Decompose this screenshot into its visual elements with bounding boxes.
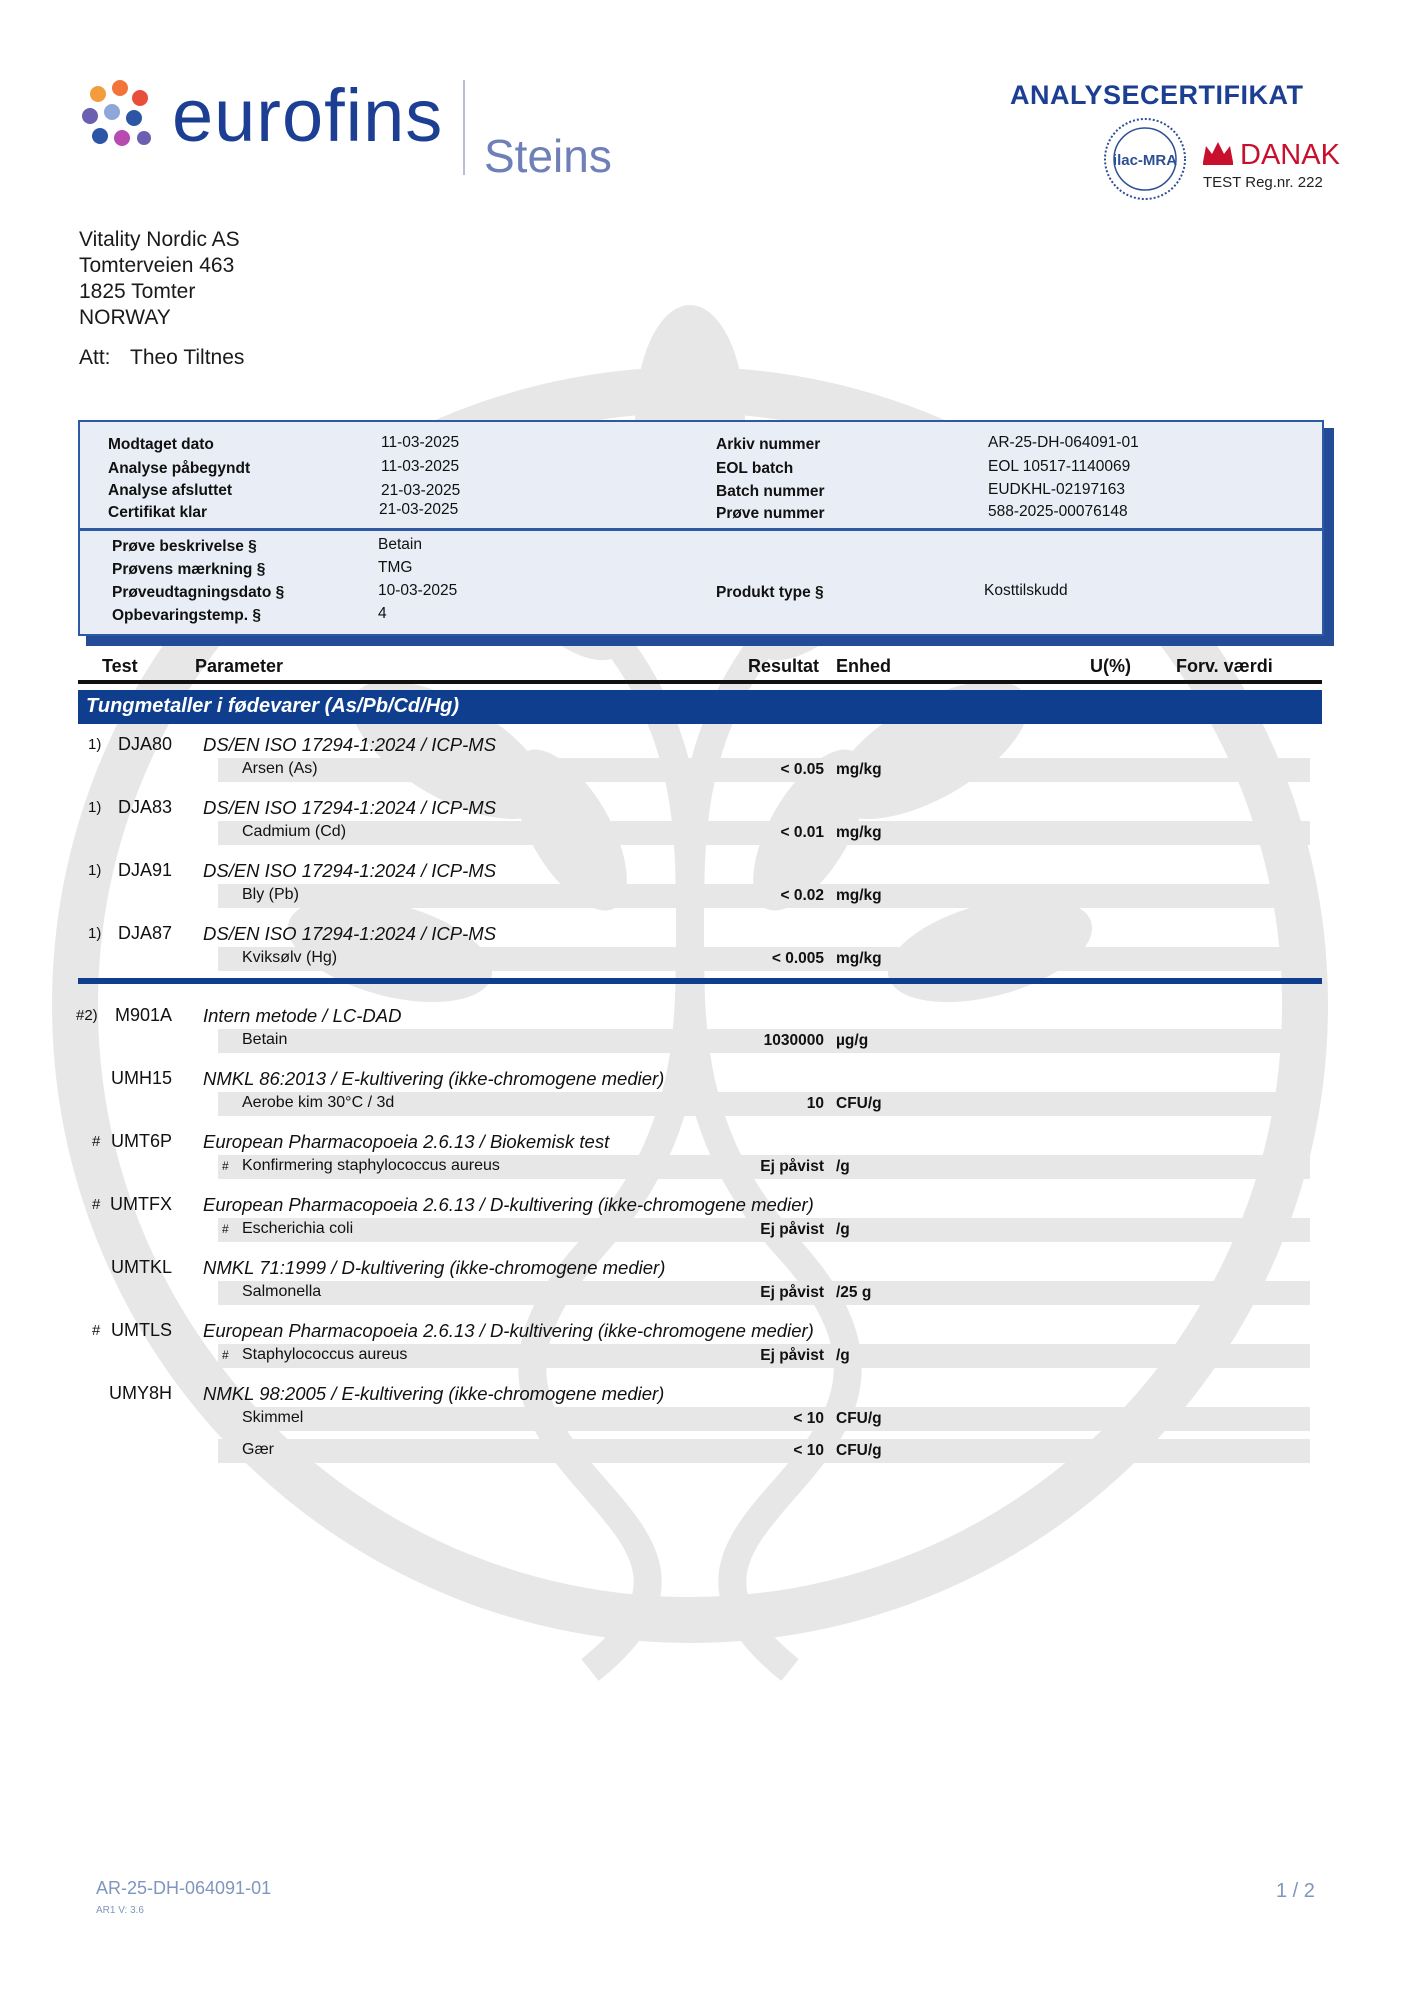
received-date-value: 11-03-2025 — [381, 434, 460, 451]
parameter-name: Konfirmering staphylococcus aureus — [242, 1157, 500, 1174]
test-code: DJA87 — [117, 923, 172, 943]
parameter-result: Ej påvist — [760, 1221, 824, 1238]
test-code: DJA83 — [117, 797, 172, 817]
brand-name: eurofins — [172, 74, 444, 157]
parameter-footnote-mark: # — [222, 1348, 229, 1362]
certificate-title: ANALYSECERTIFIKAT — [1010, 80, 1304, 110]
parameter-name: Aerobe kim 30°C / 3d — [242, 1094, 395, 1111]
test-code: UMTFX — [110, 1194, 172, 1214]
test-footnote-mark: # — [92, 1196, 101, 1213]
parameter-unit: mg/kg — [836, 824, 882, 841]
sample-info-box — [78, 420, 1324, 636]
danak-logo — [1200, 136, 1340, 196]
parameter-footnote-mark: # — [222, 1222, 229, 1236]
test-method: European Pharmacopoeia 2.6.13 / Biokemisk test — [203, 1131, 610, 1152]
test-code: UMT6P — [110, 1131, 172, 1151]
test-code: UMH15 — [110, 1068, 172, 1088]
product-type-label: Produkt type § — [716, 584, 824, 601]
parameter-result: < 10 — [793, 1442, 824, 1459]
parameter-name: Betain — [242, 1031, 288, 1048]
page-number: 1 / 2 — [1276, 1880, 1315, 1902]
test-method: NMKL 71:1999 / D-kultivering (ikke-chromogene medier) — [203, 1257, 666, 1278]
header-rule — [78, 680, 1322, 684]
test-code: UMY8H — [108, 1383, 172, 1403]
eol-batch-label: EOL batch — [716, 460, 794, 477]
recipient-company: Vitality Nordic AS — [79, 228, 240, 251]
recipient-country: NORWAY — [79, 306, 171, 329]
test-method: DS/EN ISO 17294-1:2024 / ICP-MS — [203, 797, 497, 818]
column-header-parameter: Parameter — [195, 656, 284, 676]
analysis-finished-value: 21-03-2025 — [381, 482, 461, 499]
footer-reference: AR-25-DH-064091-01 — [96, 1878, 272, 1898]
section-end-rule — [78, 978, 1322, 984]
column-header-unit: Enhed — [836, 656, 892, 676]
column-header-test: Test — [102, 656, 138, 676]
parameter-unit: CFU/g — [836, 1410, 882, 1427]
test-code: UMTKL — [110, 1257, 172, 1277]
sample-description-label: Prøve beskrivelse § — [112, 538, 257, 555]
test-footnote-mark: 1) — [88, 862, 102, 879]
test-code: M901A — [114, 1005, 172, 1025]
footer-version: AR1 V: 3.6 — [96, 1905, 144, 1916]
parameter-name: Salmonella — [242, 1283, 322, 1300]
parameter-unit: /g — [836, 1347, 850, 1364]
parameter-unit: CFU/g — [836, 1095, 882, 1112]
logo-divider — [463, 80, 465, 175]
parameter-unit: /g — [836, 1221, 850, 1238]
ilac-mra-logo — [1102, 116, 1188, 202]
test-method: European Pharmacopoeia 2.6.13 / D-kultivering (ikke-chromogene medier) — [203, 1320, 814, 1341]
received-date-label: Modtaget dato — [108, 436, 214, 453]
danak-name: DANAK — [1240, 139, 1340, 171]
storage-temp-value: 4 — [378, 605, 387, 622]
parameter-result: < 0.05 — [780, 761, 824, 778]
parameter-unit: mg/kg — [836, 887, 882, 904]
test-code: UMTLS — [110, 1320, 172, 1340]
parameter-unit: µg/g — [836, 1032, 869, 1049]
sample-marking-value: TMG — [378, 559, 413, 576]
sample-number-label: Prøve nummer — [716, 505, 825, 522]
parameter-name: Cadmium (Cd) — [242, 823, 347, 840]
parameter-footnote-mark: # — [222, 1159, 229, 1173]
column-header-result: Resultat — [748, 656, 820, 676]
info-box-divider — [80, 528, 1322, 531]
analysis-finished-label: Analyse afsluttet — [108, 482, 233, 499]
parameter-result: < 10 — [793, 1410, 824, 1427]
test-method: DS/EN ISO 17294-1:2024 / ICP-MS — [203, 923, 497, 944]
recipient-street: Tomterveien 463 — [79, 254, 235, 277]
test-code: DJA80 — [117, 734, 172, 754]
sampling-date-value: 10-03-2025 — [378, 582, 458, 599]
parameter-result: Ej påvist — [760, 1284, 824, 1301]
parameter-result: < 0.005 — [771, 950, 824, 967]
batch-number-label: Batch nummer — [716, 483, 825, 500]
analysis-started-label: Analyse påbegyndt — [108, 460, 251, 477]
parameter-name: Skimmel — [242, 1409, 304, 1426]
test-footnote-mark: 1) — [88, 925, 102, 942]
parameter-unit: mg/kg — [836, 761, 882, 778]
parameter-name: Kviksølv (Hg) — [242, 949, 338, 966]
parameter-unit: /g — [836, 1158, 850, 1175]
test-method: NMKL 86:2013 / E-kultivering (ikke-chromogene medier) — [203, 1068, 665, 1089]
parameter-name: Escherichia coli — [242, 1220, 354, 1237]
batch-number-value: EUDKHL-02197163 — [988, 481, 1126, 498]
att-label: Att: — [79, 346, 111, 369]
sample-description-value: Betain — [378, 536, 422, 553]
parameter-result: 1030000 — [763, 1032, 824, 1049]
analysis-started-value: 11-03-2025 — [381, 458, 460, 475]
column-header-expected: Forv. værdi — [1176, 656, 1273, 676]
storage-temp-label: Opbevaringstemp. § — [112, 607, 262, 624]
test-footnote-mark: 1) — [88, 799, 102, 816]
brand-subtitle: Steins — [484, 130, 612, 182]
parameter-unit: mg/kg — [836, 950, 882, 967]
archive-number-label: Arkiv nummer — [716, 436, 821, 453]
test-footnote-mark: # — [92, 1322, 101, 1339]
parameter-name: Staphylococcus aureus — [242, 1346, 408, 1363]
test-footnote-mark: # — [92, 1133, 101, 1150]
parameter-name: Gær — [242, 1441, 274, 1458]
parameter-name: Arsen (As) — [242, 760, 318, 777]
ilac-mra-text: ilac-MRA — [1112, 152, 1178, 169]
product-type-value: Kosttilskudd — [984, 582, 1068, 599]
test-footnote-mark: 1) — [88, 736, 102, 753]
parameter-result: 10 — [806, 1095, 824, 1112]
test-method: European Pharmacopoeia 2.6.13 / D-kultivering (ikke-chromogene medier) — [203, 1194, 814, 1215]
eurofins-dots-icon — [80, 80, 160, 156]
test-method: DS/EN ISO 17294-1:2024 / ICP-MS — [203, 734, 497, 755]
parameter-result: Ej påvist — [760, 1347, 824, 1364]
section-header — [78, 690, 1322, 724]
danak-registration: TEST Reg.nr. 222 — [1203, 174, 1323, 191]
att-name: Theo Tiltnes — [130, 346, 245, 369]
crown-icon — [1200, 138, 1236, 166]
eurofins-logo — [80, 72, 460, 162]
test-method: DS/EN ISO 17294-1:2024 / ICP-MS — [203, 860, 497, 881]
parameter-result: < 0.02 — [780, 887, 824, 904]
certificate-ready-label: Certifikat klar — [108, 504, 208, 521]
sampling-date-label: Prøveudtagningsdato § — [112, 584, 285, 601]
sample-marking-label: Prøvens mærkning § — [112, 561, 266, 578]
parameter-result: Ej påvist — [760, 1158, 824, 1175]
recipient-city: 1825 Tomter — [79, 280, 196, 303]
archive-number-value: AR-25-DH-064091-01 — [988, 434, 1139, 451]
parameter-result: < 0.01 — [780, 824, 824, 841]
sample-number-value: 588-2025-00076148 — [988, 503, 1128, 520]
test-method: Intern metode / LC-DAD — [203, 1005, 402, 1026]
parameter-name: Bly (Pb) — [242, 886, 299, 903]
parameter-unit: CFU/g — [836, 1442, 882, 1459]
column-header-uncertainty: U(%) — [1090, 656, 1131, 676]
test-footnote-mark: #2) — [76, 1007, 98, 1024]
test-code: DJA91 — [117, 860, 172, 880]
certificate-ready-value: 21-03-2025 — [379, 501, 459, 518]
test-method: NMKL 98:2005 / E-kultivering (ikke-chromogene medier) — [203, 1383, 665, 1404]
parameter-unit: /25 g — [836, 1284, 872, 1301]
eol-batch-value: EOL 10517-1140069 — [988, 458, 1131, 475]
section-title: Tungmetaller i fødevarer (As/Pb/Cd/Hg) — [86, 695, 460, 717]
